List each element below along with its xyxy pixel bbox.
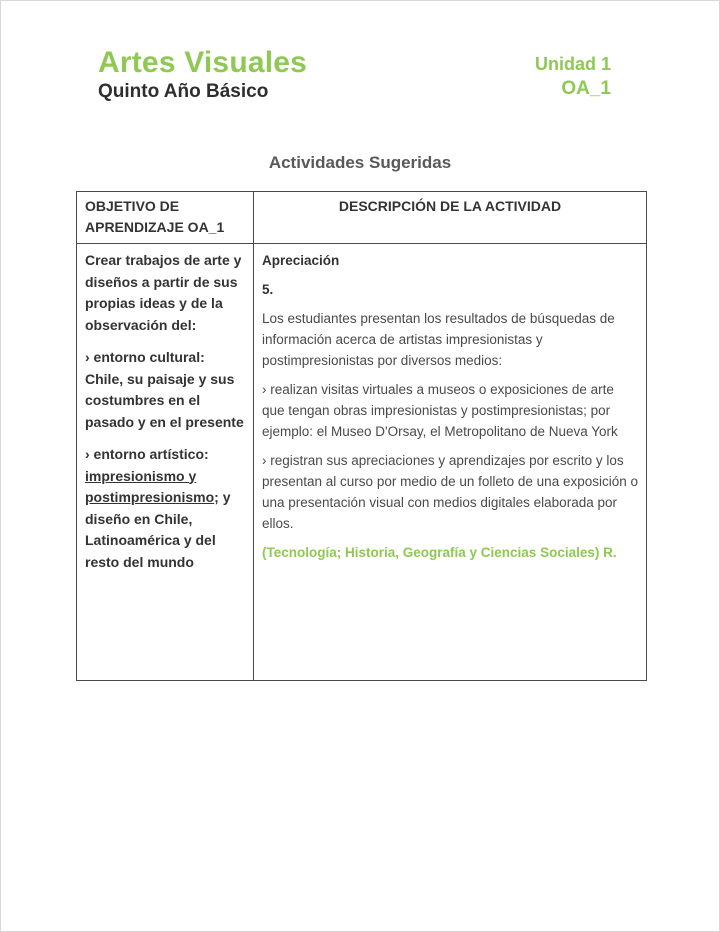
objective-bullet-artistic-suffix: ; y diseño en Chile, Latinoamérica y del resto del mundo xyxy=(85,489,231,570)
section-title: Actividades Sugeridas xyxy=(268,153,452,172)
table-row xyxy=(77,244,647,681)
document-header xyxy=(98,47,611,105)
unit-label: Unidad 1 xyxy=(534,54,611,74)
objective-intro: Crear trabajos de arte y diseños a partir de sus propias ideas y de la observación del: xyxy=(85,252,242,333)
activity-subjects-note: (Tecnología; Historia, Geografía y Ciencias Sociales) R. xyxy=(262,545,617,560)
objective-bullet-artistic-underlined: impresionismo y postimpresionismo xyxy=(85,467,215,505)
activity-paragraph-register: › registran sus apreciaciones y aprendizajes por escrito y los presentan al curso por medio de un folleto de una exposición o una presentación visual con medios digitales elaborada por ellos. xyxy=(262,453,638,531)
page-subtitle: Quinto Año Básico xyxy=(98,81,269,102)
document-page xyxy=(1,1,719,681)
column-header-objective: OBJETIVO DE APRENDIZAJE OA_1 xyxy=(77,192,254,244)
objective-bullet-artistic xyxy=(85,444,245,573)
page-title: Artes Visuales xyxy=(98,46,308,79)
activity-number: 5. xyxy=(262,282,274,297)
activities-table xyxy=(76,191,647,681)
objective-bullet-cultural: › entorno cultural: Chile, su paisaje y sus costumbres en el pasado y en el presente xyxy=(85,349,244,430)
table-header-row xyxy=(77,192,647,244)
activity-category: Apreciación xyxy=(262,253,340,268)
header-title-block xyxy=(98,47,307,105)
activity-paragraph-visits: › realizan visitas virtuales a museos o exposiciones de arte que tengan obras impresionistas y postimpresionistas; por ejemplo: el Museo D'Orsay, el Metropolitano de Nueva York xyxy=(262,382,618,439)
header-unit-block xyxy=(535,47,611,103)
description-cell xyxy=(254,244,647,681)
objective-bullet-artistic-prefix: › entorno artístico: xyxy=(85,446,209,462)
objective-cell xyxy=(77,244,254,681)
activity-paragraph-intro: Los estudiantes presentan los resultados de búsquedas de información acerca de artistas impresionistas y postimpresionistas por diversos medios: xyxy=(262,311,615,368)
column-header-description: DESCRIPCIÓN DE LA ACTIVIDAD xyxy=(254,192,647,244)
oa-label: OA_1 xyxy=(561,78,611,99)
